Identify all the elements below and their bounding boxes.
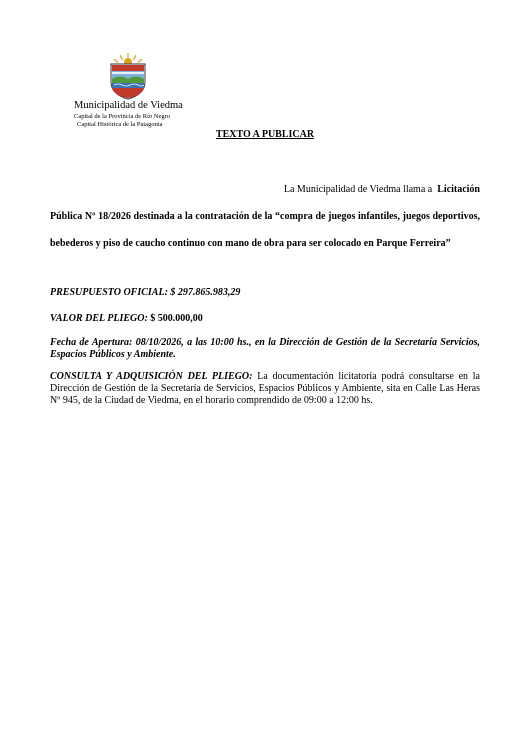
announcement-lead-bold: Licitación (437, 184, 480, 195)
consultation-label: CONSULTA Y ADQUISICIÓN DEL PLIEGO: (50, 371, 253, 382)
official-budget: PRESUPUESTO OFICIAL: $ 297.865.983,29 (50, 287, 241, 298)
organization-subtitle-patagonia: Capital Histórica de la Patagonia (77, 121, 163, 128)
tender-announcement-paragraph (50, 176, 480, 257)
announcement-lead (50, 176, 480, 203)
document-title (0, 129, 530, 141)
bid-document-value-amount: $ 500.000,00 (150, 313, 203, 324)
announcement-lead-text: La Municipalidad de Viedma llama a (283, 184, 433, 195)
document-title-text: TEXTO A PUBLICAR (215, 129, 315, 140)
consultation-text: La documentación licitatoria podrá consultarse en la Dirección de Gestión de la Secretaría de Servicios, Espacios Públicos y Ambiente, sita en Calle Las Heras Nº 945, de la Ciudad de Viedma, en el horario comprendido de 09:00 a 12:00 hs. (50, 371, 480, 406)
opening-date: Fecha de Apertura: 08/10/2026, a las 10:00 hs., en la Dirección de Gestión de la Secretaría Servicios, Espacios Públicos y Ambiente. (50, 337, 480, 360)
bid-document-value-label: VALOR DEL PLIEGO: (50, 313, 148, 324)
organization-name: Municipalidad de Viedma (74, 100, 183, 111)
organization-subtitle-province: Capital de la Provincia de Río Negro (74, 113, 171, 120)
bid-document-value (50, 313, 480, 325)
consultation-paragraph (50, 371, 480, 407)
announcement-body: Pública Nº 18/2026 destinada a la contratación de la “compra de juegos infantiles, juegos deportivos, bebederos y piso de caucho continuo con mano de obra para ser colocado en Parque Ferreira” (50, 211, 480, 249)
municipal-coat-of-arms-icon (106, 52, 150, 100)
